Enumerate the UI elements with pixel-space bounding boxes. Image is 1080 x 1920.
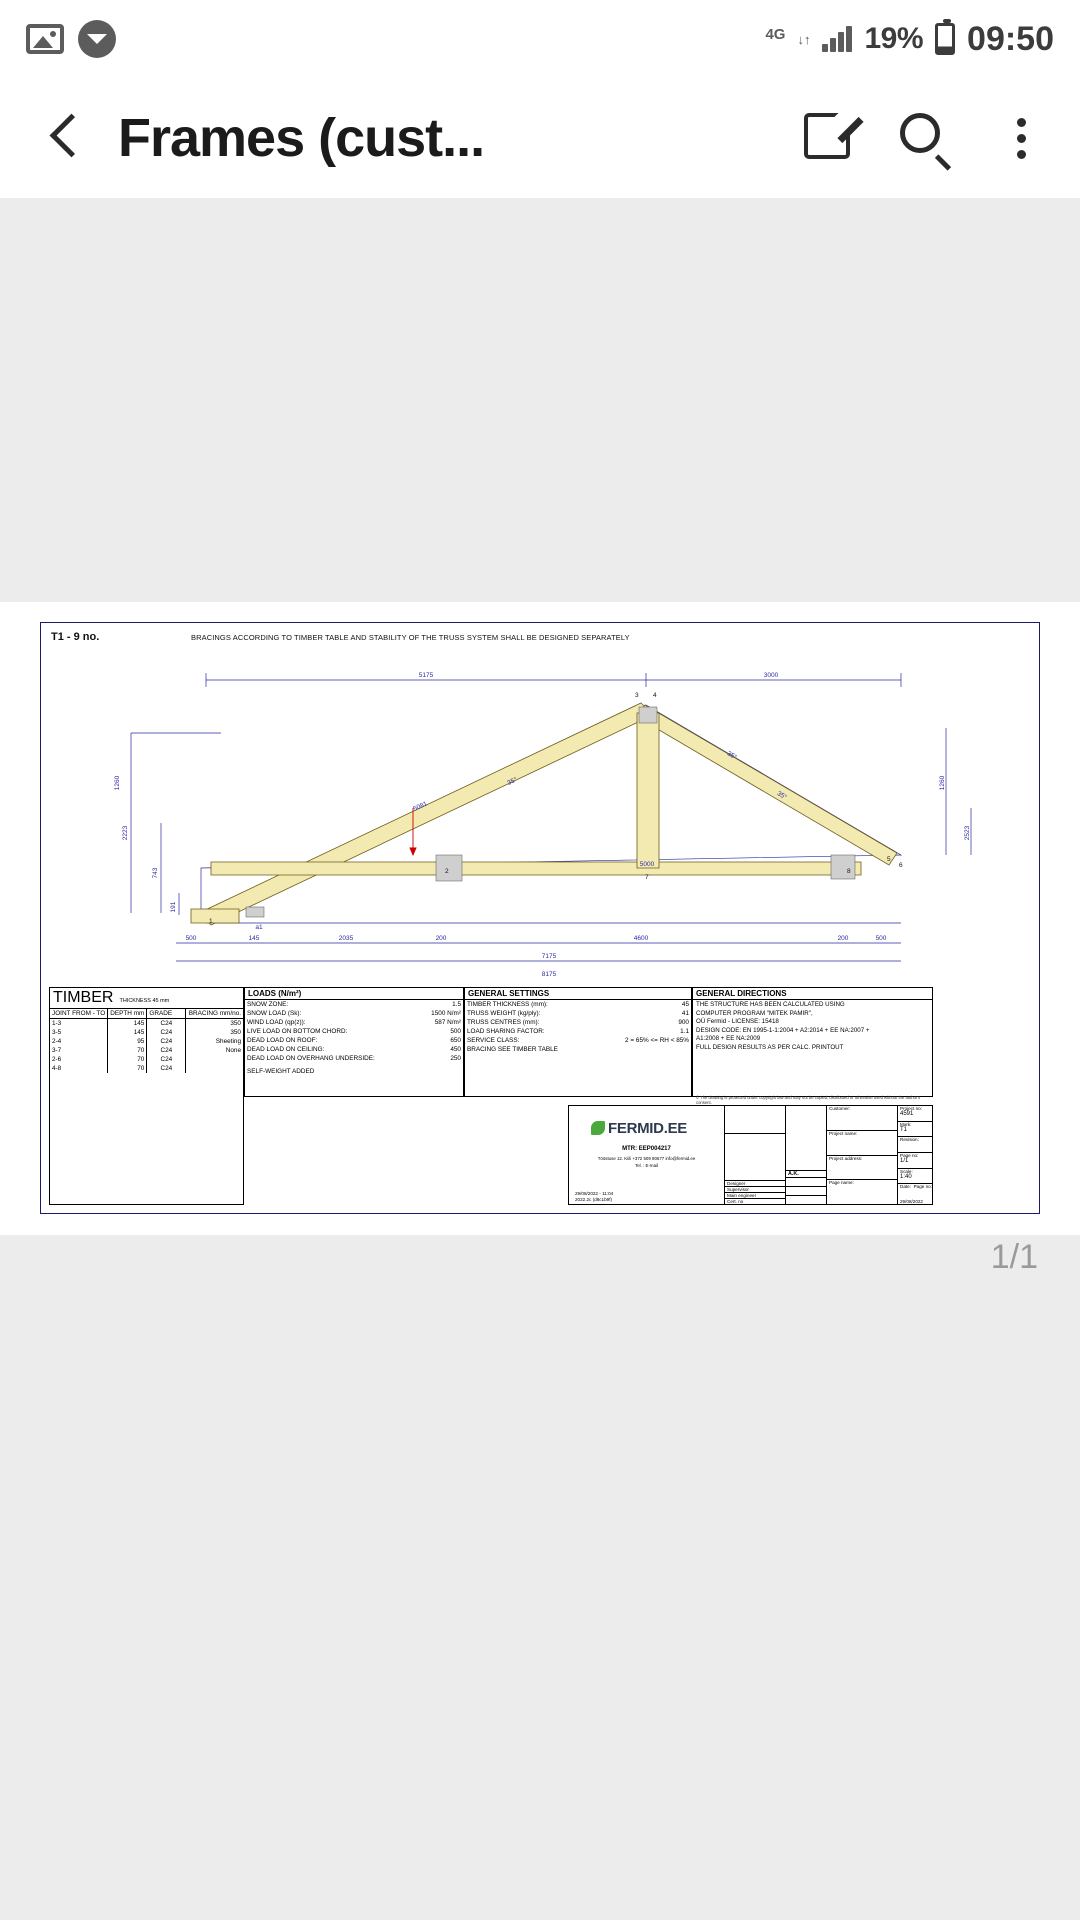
field-certno-label: Cert. no xyxy=(725,1198,785,1204)
data-transfer-icon: ↓↑ xyxy=(797,31,811,47)
timber-col-2: GRADE xyxy=(149,1010,173,1017)
table-row: DEAD LOAD ON CEILING: 450 xyxy=(247,1046,461,1053)
dim-r1-5: 4600 xyxy=(633,935,649,942)
field-mark-value: T1 xyxy=(900,1126,908,1133)
table-row: LIVE LOAD ON BOTTOM CHORD: 500 xyxy=(247,1028,461,1035)
field-scale-label: Scale: xyxy=(900,1168,913,1174)
dim-r2: 7175 xyxy=(541,953,557,960)
field-pageno2-label: Page no: xyxy=(913,1184,932,1190)
direction-line: THE STRUCTURE HAS BEEN CALCULATED USING xyxy=(696,1001,845,1008)
table-row: SNOW ZONE: 1.5 xyxy=(247,1001,461,1008)
table-row: SELF-WEIGHT ADDED xyxy=(247,1068,315,1075)
angle-3: 35° xyxy=(775,790,788,802)
dim-top-left: 5175 xyxy=(418,672,434,679)
svg-text:8: 8 xyxy=(847,868,851,875)
table-row: SERVICE CLASS: 2 = 65% <= RH < 85% xyxy=(467,1037,689,1044)
field-date-value: 29/08/2022 xyxy=(900,1199,923,1205)
angle-1: 35° xyxy=(506,776,519,787)
clock-label: 09:50 xyxy=(967,19,1054,58)
table-row: 3-5 145 C24 350 xyxy=(52,1029,241,1036)
field-projectno-value: 4591 xyxy=(900,1111,914,1117)
svg-text:5: 5 xyxy=(887,856,891,863)
field-pagename-label: Page name: xyxy=(827,1179,897,1204)
field-date-label: Date: xyxy=(900,1184,911,1190)
timber-col-0: JOINT FROM - TO xyxy=(52,1010,106,1017)
table-row: WIND LOAD (qp(z)): 587 N/m² xyxy=(247,1019,461,1026)
dim-r1-4: 200 xyxy=(435,935,447,942)
svg-text:6: 6 xyxy=(899,862,903,869)
table-row: 3-7 70 C24 None xyxy=(52,1047,241,1054)
document-page[interactable] xyxy=(0,602,1080,1235)
table-row: LOAD SHARING FACTOR: 1.1 xyxy=(467,1028,689,1035)
table-row: TIMBER THICKNESS (mm): 45 xyxy=(467,1001,689,1008)
technical-drawing xyxy=(40,622,1040,1214)
status-bar-right xyxy=(765,20,1054,59)
direction-line: FULL DESIGN RESULTS AS PER CALC. PRINTOUT xyxy=(696,1043,844,1051)
table-row: DEAD LOAD ON OVERHANG UNDERSIDE: 250 xyxy=(247,1055,461,1062)
table-row: TRUSS CENTRES (mm): 900 xyxy=(467,1019,689,1026)
timber-table-subtitle: THICKNESS 45 mm xyxy=(119,998,170,1004)
dim-r1-2: 145 xyxy=(248,935,260,942)
dim-v-743: 743 xyxy=(152,867,159,879)
dim-r1-7: 500 xyxy=(875,935,887,942)
direction-line: A1:2008 + EE NA:2009 xyxy=(696,1035,761,1043)
dim-v-2523: 2523 xyxy=(964,825,971,841)
page-title: Frames (cust... xyxy=(118,108,485,168)
loads-title: LOADS (N/m²) xyxy=(245,988,463,1000)
general-directions-block xyxy=(692,987,933,1097)
dim-bottom-chord: 5000 xyxy=(639,861,655,868)
table-row: BRACING SEE TIMBER TABLE xyxy=(467,1046,558,1053)
field-projectno-label: Project no: xyxy=(900,1106,922,1111)
general-directions-title: GENERAL DIRECTIONS xyxy=(693,988,932,1000)
dim-r1-6: 200 xyxy=(837,935,849,942)
signal-strength-icon xyxy=(822,26,852,52)
field-supervisor-value xyxy=(786,1177,826,1186)
field-projectname-label: Project name: xyxy=(827,1130,897,1155)
company-name: FERMID.EE xyxy=(608,1120,687,1137)
field-supervisor-label: Supervisor xyxy=(725,1186,785,1192)
angle-2: 35° xyxy=(725,750,738,762)
dim-v-1260l: 1260 xyxy=(114,775,121,791)
timber-table xyxy=(49,987,244,1205)
more-options-icon[interactable] xyxy=(996,113,1046,163)
field-revision-label: Revision: xyxy=(898,1136,932,1152)
messenger-icon xyxy=(78,20,116,58)
dim-r1-3: 2035 xyxy=(338,935,354,942)
field-certno-value xyxy=(786,1195,826,1204)
dim-r1-1: 500 xyxy=(185,935,197,942)
dim-top-right: 3000 xyxy=(763,672,779,679)
dim-member: 5081 xyxy=(412,800,429,813)
timber-col-3: BRACING mm/no. xyxy=(188,1010,241,1017)
field-customer-label: Customer: xyxy=(829,1106,851,1111)
truss-label: T1 - 9 no. xyxy=(51,631,100,643)
app-bar-actions xyxy=(804,113,1046,163)
table-row: SNOW LOAD (Sk): 1500 N/m² xyxy=(247,1010,461,1017)
field-pageno-label: Page no: xyxy=(900,1153,919,1159)
dim-v-191: 191 xyxy=(170,901,177,913)
table-row: 2-4 95 C24 Sheeting xyxy=(52,1038,241,1045)
direction-line: COMPUTER PROGRAM "MITEK PAMIR", xyxy=(696,1009,813,1017)
field-pageno-value: 1/1 xyxy=(900,1158,909,1165)
network-type-label xyxy=(765,27,785,51)
back-arrow-icon[interactable] xyxy=(34,108,94,168)
battery-icon xyxy=(935,23,955,55)
svg-text:1: 1 xyxy=(209,918,213,925)
field-mainengineer-label: Main engineer xyxy=(725,1192,785,1198)
photo-icon xyxy=(26,24,64,54)
field-designer-label: Designer xyxy=(725,1180,785,1186)
network-type-text: 4G xyxy=(765,25,786,43)
general-settings-title: GENERAL SETTINGS xyxy=(465,988,691,1000)
timber-col-1: DEPTH mm xyxy=(110,1010,145,1017)
field-scale-value: 1:40 xyxy=(900,1173,912,1180)
leaf-icon xyxy=(591,1121,605,1135)
general-settings-table xyxy=(464,987,692,1097)
svg-text:2: 2 xyxy=(445,868,449,875)
status-bar xyxy=(0,0,1080,78)
page-indicator: 1/1 xyxy=(990,1238,1038,1276)
svg-text:7: 7 xyxy=(645,874,649,881)
title-block xyxy=(568,1105,933,1205)
timber-table-grid xyxy=(50,1009,243,1073)
field-projectaddress-label: Project address: xyxy=(827,1155,897,1180)
table-row: 2-6 70 C24 xyxy=(50,1055,243,1064)
loads-table xyxy=(244,987,464,1097)
date-line: 29/08/2022 - 11:04 xyxy=(575,1191,614,1196)
direction-line: OÜ Fermid - LICENSE: 15418 xyxy=(696,1018,779,1026)
loads-grid xyxy=(245,1000,463,1076)
dim-v-1260r: 1260 xyxy=(939,775,946,791)
document-viewer[interactable] xyxy=(0,198,1080,1920)
table-row: 4-8 70 C24 xyxy=(50,1064,243,1073)
mtr-label: MTR: EEP004217 xyxy=(622,1146,671,1152)
field-mainengineer-value xyxy=(786,1186,826,1195)
table-row: 1-3 145 C24 350 xyxy=(52,1020,241,1027)
copyright-note: © The drawing is protected under copyright law and may not be copied, distributed or otherwise used without the author's consent. xyxy=(696,1095,921,1105)
company-logo xyxy=(591,1120,687,1137)
company-address: Tööstuse 12. Kiili +372 509 80677 info@fermid.ee xyxy=(597,1156,696,1161)
svg-text:4: 4 xyxy=(653,692,657,699)
dim-v-2223: 2223 xyxy=(122,825,129,841)
label-a1: a1 xyxy=(255,924,263,931)
app-bar xyxy=(0,78,1080,198)
company-contact: Tel. : E-mail xyxy=(635,1163,658,1168)
version-line: 2022.2c (d8c1b9f) xyxy=(575,1197,613,1202)
timber-table-title: TIMBER xyxy=(53,989,114,1006)
edit-pencil-icon[interactable] xyxy=(804,113,854,163)
field-designer-value: A.K. xyxy=(786,1170,826,1177)
dim-r3: 8175 xyxy=(541,971,557,978)
bracing-note: BRACINGS ACCORDING TO TIMBER TABLE AND STABILITY OF THE TRUSS SYSTEM SHALL BE DESIGNED SEPARATELY xyxy=(191,633,630,642)
svg-text:3: 3 xyxy=(635,692,639,699)
status-bar-left-icons xyxy=(26,20,116,58)
direction-line: DESIGN CODE: EN 1995-1-1:2004 + A2:2014 + EE NA:2007 + xyxy=(696,1026,870,1034)
table-row: DEAD LOAD ON ROOF: 650 xyxy=(247,1037,461,1044)
field-mark-label: Mark: xyxy=(900,1121,912,1127)
battery-percent-label: 19% xyxy=(864,22,924,55)
table-row: TRUSS WEIGHT (kg/ply): 41 xyxy=(467,1010,689,1017)
search-icon[interactable] xyxy=(900,113,950,163)
general-settings-grid xyxy=(465,1000,691,1054)
